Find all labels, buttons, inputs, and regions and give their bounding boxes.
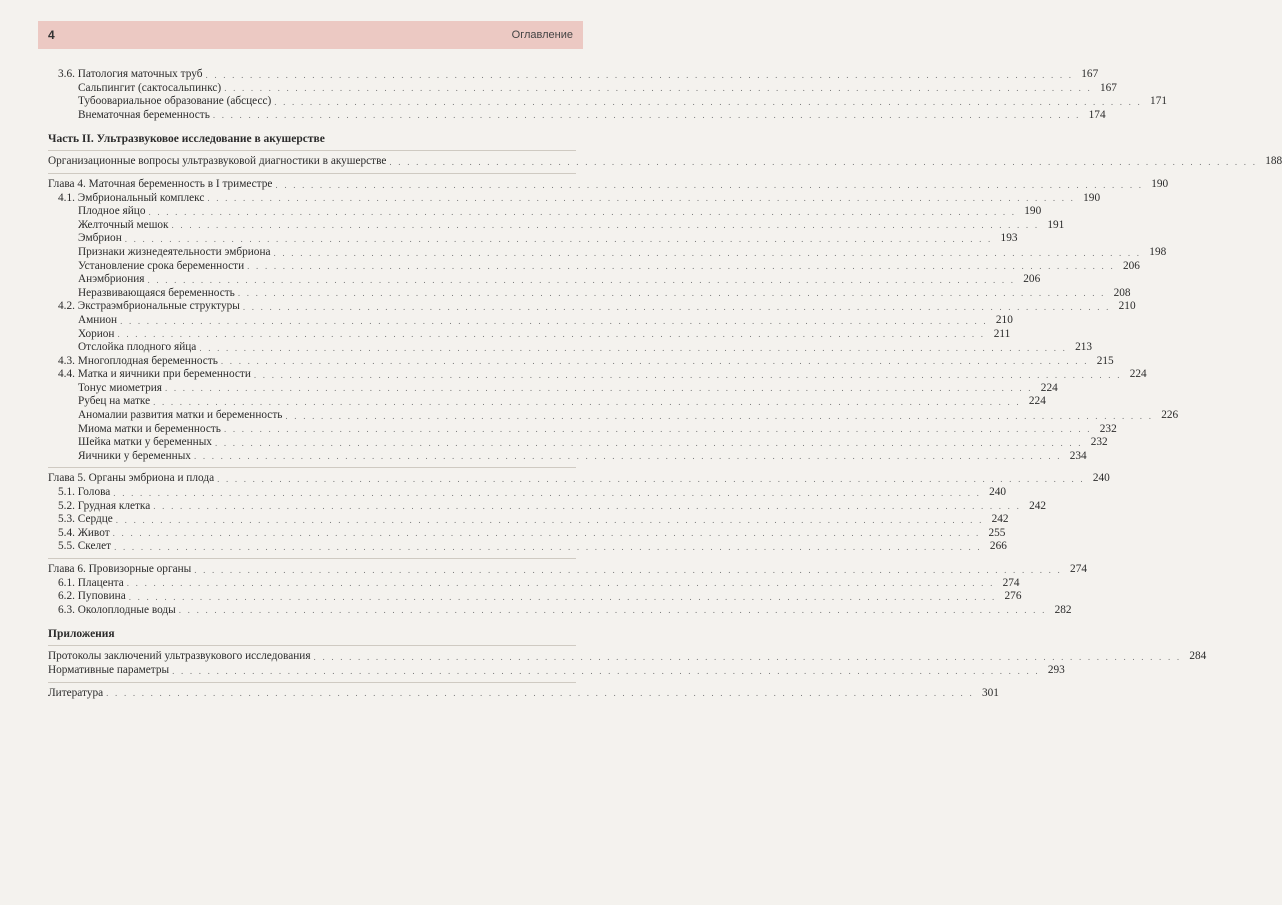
toc-entry: Эмбрион . . . . . . . . . . . . . . . . . . . . . . . . . . . . . . . . . . . . . . . . . . . . . . . . . . . . . . . . . . . . . . . . . . . . . . . . . . . . . . . . . . . . . . . . . . . . . . . . . . 193: [78, 232, 1018, 245]
dot-leader: . . . . . . . . . . . . . . . . . . . . . . . . . . . . . . . . . . . . . . . . . . . . . . . . . . . . . . . . . . . . . . . . . . . . . . . . . . . . . . . . . . . . . . . . . . . . . . . . . .: [193, 451, 1062, 462]
toc-entry: 6.2. Пуповина . . . . . . . . . . . . . . . . . . . . . . . . . . . . . . . . . . . . . . . . . . . . . . . . . . . . . . . . . . . . . . . . . . . . . . . . . . . . . . . . . . . . . . . . . . . . . . . . . . 276: [58, 590, 1022, 603]
toc-entry: Плодное яйцо . . . . . . . . . . . . . . . . . . . . . . . . . . . . . . . . . . . . . . . . . . . . . . . . . . . . . . . . . . . . . . . . . . . . . . . . . . . . . . . . . . . . . . . . . . . . . . . . . . 190: [78, 205, 1042, 218]
part-heading: Часть II. Ультразвуковое исследование в акушерстве: [48, 133, 325, 146]
dot-leader: . . . . . . . . . . . . . . . . . . . . . . . . . . . . . . . . . . . . . . . . . . . . . . . . . . . . . . . . . . . . . . . . . . . . . . . . . . . . . . . . . . . . . . . . . . . . . . . . . .: [199, 342, 1068, 353]
toc-entry: Желточный мешок . . . . . . . . . . . . . . . . . . . . . . . . . . . . . . . . . . . . . . . . . . . . . . . . . . . . . . . . . . . . . . . . . . . . . . . . . . . . . . . . . . . . . . . . . . . . . . . . . . 191: [78, 218, 1065, 231]
divider: [48, 682, 576, 683]
toc-entry: Сальпингит (сактосальпинкс) . . . . . . . . . . . . . . . . . . . . . . . . . . . . . . . . . . . . . . . . . . . . . . . . . . . . . . . . . . . . . . . . . . . . . . . . . . . . . . . . . . . . . . . . . . . . . . . . . . 167: [78, 81, 1117, 94]
table-of-contents: [48, 68, 1282, 700]
dot-leader: . . . . . . . . . . . . . . . . . . . . . . . . . . . . . . . . . . . . . . . . . . . . . . . . . . . . . . . . . . . . . . . . . . . . . . . . . . . . . . . . . . . . . . . . . . . . . . . . . .: [112, 528, 981, 539]
dot-leader: . . . . . . . . . . . . . . . . . . . . . . . . . . . . . . . . . . . . . . . . . . . . . . . . . . . . . . . . . . . . . . . . . . . . . . . . . . . . . . . . . . . . . . . . . . . . . . . . . .: [178, 605, 1047, 616]
toc-entry: Неразвивающаяся беременность . . . . . . . . . . . . . . . . . . . . . . . . . . . . . . . . . . . . . . . . . . . . . . . . . . . . . . . . . . . . . . . . . . . . . . . . . . . . . . . . . . . . . . . . . . . . . . . . . . 208: [78, 286, 1131, 299]
divider: [48, 645, 576, 646]
dot-leader: . . . . . . . . . . . . . . . . . . . . . . . . . . . . . . . . . . . . . . . . . . . . . . . . . . . . . . . . . . . . . . . . . . . . . . . . . . . . . . . . . . . . . . . . . . . . . . . . . .: [389, 156, 1258, 167]
toc-entry: Тубоовариальное образование (абсцесс) . . . . . . . . . . . . . . . . . . . . . . . . . . . . . . . . . . . . . . . . . . . . . . . . . . . . . . . . . . . . . . . . . . . . . . . . . . . . . . . . . . . . . . . . . . . . . . . . . . 171: [78, 95, 1167, 108]
toc-entry: Анэмбриония . . . . . . . . . . . . . . . . . . . . . . . . . . . . . . . . . . . . . . . . . . . . . . . . . . . . . . . . . . . . . . . . . . . . . . . . . . . . . . . . . . . . . . . . . . . . . . . . . . 206: [78, 273, 1041, 286]
dot-leader: . . . . . . . . . . . . . . . . . . . . . . . . . . . . . . . . . . . . . . . . . . . . . . . . . . . . . . . . . . . . . . . . . . . . . . . . . . . . . . . . . . . . . . . . . . . . . . . . . .: [207, 193, 1076, 204]
toc-entry: 6.1. Плацента . . . . . . . . . . . . . . . . . . . . . . . . . . . . . . . . . . . . . . . . . . . . . . . . . . . . . . . . . . . . . . . . . . . . . . . . . . . . . . . . . . . . . . . . . . . . . . . . . . 274: [58, 576, 1020, 589]
toc-entry: 3.6. Патология маточных труб . . . . . . . . . . . . . . . . . . . . . . . . . . . . . . . . . . . . . . . . . . . . . . . . . . . . . . . . . . . . . . . . . . . . . . . . . . . . . . . . . . . . . . . . . . . . . . . . . . 167: [58, 68, 1099, 80]
dot-leader: . . . . . . . . . . . . . . . . . . . . . . . . . . . . . . . . . . . . . . . . . . . . . . . . . . . . . . . . . . . . . . . . . . . . . . . . . . . . . . . . . . . . . . . . . . . . . . . . . .: [247, 261, 1115, 272]
toc-entry: 4.2. Экстраэмбриональные структуры . . . . . . . . . . . . . . . . . . . . . . . . . . . . . . . . . . . . . . . . . . . . . . . . . . . . . . . . . . . . . . . . . . . . . . . . . . . . . . . . . . . . . . . . . . . . . . . . . . 210: [58, 300, 1136, 313]
dot-leader: . . . . . . . . . . . . . . . . . . . . . . . . . . . . . . . . . . . . . . . . . . . . . . . . . . . . . . . . . . . . . . . . . . . . . . . . . . . . . . . . . . . . . . . . . . . . . . . . . .: [147, 274, 1016, 285]
toc-entry: Аномалии развития матки и беременность . . . . . . . . . . . . . . . . . . . . . . . . . . . . . . . . . . . . . . . . . . . . . . . . . . . . . . . . . . . . . . . . . . . . . . . . . . . . . . . . . . . . . . . . . . . . . . . . . . 226: [78, 409, 1179, 422]
dot-leader: . . . . . . . . . . . . . . . . . . . . . . . . . . . . . . . . . . . . . . . . . . . . . . . . . . . . . . . . . . . . . . . . . . . . . . . . . . . . . . . . . . . . . . . . . . . . . . . . . .: [242, 301, 1111, 312]
toc-entry: Протоколы заключений ультразвукового исследования . . . . . . . . . . . . . . . . . . . . . . . . . . . . . . . . . . . . . . . . . . . . . . . . . . . . . . . . . . . . . . . . . . . . . . . . . . . . . . . . . . . . . . . . . . . . . . . . . . 284: [48, 650, 1207, 663]
toc-entry: Тонус миометрия . . . . . . . . . . . . . . . . . . . . . . . . . . . . . . . . . . . . . . . . . . . . . . . . . . . . . . . . . . . . . . . . . . . . . . . . . . . . . . . . . . . . . . . . . . . . . . . . . . 224: [78, 381, 1058, 394]
dot-leader: . . . . . . . . . . . . . . . . . . . . . . . . . . . . . . . . . . . . . . . . . . . . . . . . . . . . . . . . . . . . . . . . . . . . . . . . . . . . . . . . . . . . . . . . . . . . . . . . . .: [223, 424, 1092, 435]
dot-leader: . . . . . . . . . . . . . . . . . . . . . . . . . . . . . . . . . . . . . . . . . . . . . . . . . . . . . . . . . . . . . . . . . . . . . . . . . . . . . . . . . . . . . . . . . . . . . . . . . .: [217, 474, 1085, 485]
dot-leader: . . . . . . . . . . . . . . . . . . . . . . . . . . . . . . . . . . . . . . . . . . . . . . . . . . . . . . . . . . . . . . . . . . . . . . . . . . . . . . . . . . . . . . . . . . . . . . . . . .: [275, 179, 1144, 190]
dot-leader: . . . . . . . . . . . . . . . . . . . . . . . . . . . . . . . . . . . . . . . . . . . . . . . . . . . . . . . . . . . . . . . . . . . . . . . . . . . . . . . . . . . . . . . . . . . . . . . . . .: [115, 514, 984, 525]
toc-entry: 6.3. Околоплодные воды . . . . . . . . . . . . . . . . . . . . . . . . . . . . . . . . . . . . . . . . . . . . . . . . . . . . . . . . . . . . . . . . . . . . . . . . . . . . . . . . . . . . . . . . . . . . . . . . . . 282: [58, 603, 1072, 616]
dot-leader: . . . . . . . . . . . . . . . . . . . . . . . . . . . . . . . . . . . . . . . . . . . . . . . . . . . . . . . . . . . . . . . . . . . . . . . . . . . . . . . . . . . . . . . . . . . . . . . . . .: [114, 542, 982, 552]
toc-entry: Шейка матки у беременных . . . . . . . . . . . . . . . . . . . . . . . . . . . . . . . . . . . . . . . . . . . . . . . . . . . . . . . . . . . . . . . . . . . . . . . . . . . . . . . . . . . . . . . . . . . . . . . . . . 232: [78, 436, 1108, 449]
dot-leader: . . . . . . . . . . . . . . . . . . . . . . . . . . . . . . . . . . . . . . . . . . . . . . . . . . . . . . . . . . . . . . . . . . . . . . . . . . . . . . . . . . . . . . . . . . . . . . . . . .: [117, 329, 986, 340]
toc-entry: 5.3. Сердце . . . . . . . . . . . . . . . . . . . . . . . . . . . . . . . . . . . . . . . . . . . . . . . . . . . . . . . . . . . . . . . . . . . . . . . . . . . . . . . . . . . . . . . . . . . . . . . . . . 242: [58, 513, 1009, 526]
dot-leader: . . . . . . . . . . . . . . . . . . . . . . . . . . . . . . . . . . . . . . . . . . . . . . . . . . . . . . . . . . . . . . . . . . . . . . . . . . . . . . . . . . . . . . . . . . . . . . . . . .: [285, 410, 1154, 421]
toc-entry: Рубец на матке . . . . . . . . . . . . . . . . . . . . . . . . . . . . . . . . . . . . . . . . . . . . . . . . . . . . . . . . . . . . . . . . . . . . . . . . . . . . . . . . . . . . . . . . . . . . . . . . . . 224: [78, 395, 1046, 408]
running-head: Оглавление: [511, 29, 573, 41]
part-heading: Приложения: [48, 628, 115, 641]
toc-entry: Хорион . . . . . . . . . . . . . . . . . . . . . . . . . . . . . . . . . . . . . . . . . . . . . . . . . . . . . . . . . . . . . . . . . . . . . . . . . . . . . . . . . . . . . . . . . . . . . . . . . . 211: [78, 327, 1011, 340]
dot-leader: . . . . . . . . . . . . . . . . . . . . . . . . . . . . . . . . . . . . . . . . . . . . . . . . . . . . . . . . . . . . . . . . . . . . . . . . . . . . . . . . . . . . . . . . . . . . . . . . . .: [274, 96, 1142, 107]
dot-leader: . . . . . . . . . . . . . . . . . . . . . . . . . . . . . . . . . . . . . . . . . . . . . . . . . . . . . . . . . . . . . . . . . . . . . . . . . . . . . . . . . . . . . . . . . . . . . . . . . .: [120, 315, 988, 326]
toc-entry: Глава 6. Провизорные органы . . . . . . . . . . . . . . . . . . . . . . . . . . . . . . . . . . . . . . . . . . . . . . . . . . . . . . . . . . . . . . . . . . . . . . . . . . . . . . . . . . . . . . . . . . . . . . . . . . 274: [48, 563, 1087, 575]
dot-leader: . . . . . . . . . . . . . . . . . . . . . . . . . . . . . . . . . . . . . . . . . . . . . . . . . . . . . . . . . . . . . . . . . . . . . . . . . . . . . . . . . . . . . . . . . . . . . . . . . .: [153, 501, 1022, 512]
page-number: 4: [48, 28, 55, 42]
divider: [48, 173, 576, 174]
toc-entry: 4.4. Матка и яичники при беременности . . . . . . . . . . . . . . . . . . . . . . . . . . . . . . . . . . . . . . . . . . . . . . . . . . . . . . . . . . . . . . . . . . . . . . . . . . . . . . . . . . . . . . . . . . . . . . . . . . 224: [58, 368, 1147, 381]
toc-entry: Амнион . . . . . . . . . . . . . . . . . . . . . . . . . . . . . . . . . . . . . . . . . . . . . . . . . . . . . . . . . . . . . . . . . . . . . . . . . . . . . . . . . . . . . . . . . . . . . . . . . . 210: [78, 313, 1013, 326]
toc-entry: 5.5. Скелет . . . . . . . . . . . . . . . . . . . . . . . . . . . . . . . . . . . . . . . . . . . . . . . . . . . . . . . . . . . . . . . . . . . . . . . . . . . . . . . . . . . . . . . . . . . . . . . . . . 266: [58, 540, 1007, 553]
dot-leader: . . . . . . . . . . . . . . . . . . . . . . . . . . . . . . . . . . . . . . . . . . . . . . . . . . . . . . . . . . . . . . . . . . . . . . . . . . . . . . . . . . . . . . . . . . . . . . . . . .: [165, 383, 1033, 394]
dot-leader: . . . . . . . . . . . . . . . . . . . . . . . . . . . . . . . . . . . . . . . . . . . . . . . . . . . . . . . . . . . . . . . . . . . . . . . . . . . . . . . . . . . . . . . . . . . . . . . . . .: [220, 356, 1089, 367]
toc-entry: Миома матки и беременность . . . . . . . . . . . . . . . . . . . . . . . . . . . . . . . . . . . . . . . . . . . . . . . . . . . . . . . . . . . . . . . . . . . . . . . . . . . . . . . . . . . . . . . . . . . . . . . . . . 232: [78, 422, 1117, 435]
dot-leader: . . . . . . . . . . . . . . . . . . . . . . . . . . . . . . . . . . . . . . . . . . . . . . . . . . . . . . . . . . . . . . . . . . . . . . . . . . . . . . . . . . . . . . . . . . . . . . . . . .: [214, 437, 1083, 448]
toc-entry: Организационные вопросы ультразвуковой диагностики в акушерстве . . . . . . . . . . . . . . . . . . . . . . . . . . . . . . . . . . . . . . . . . . . . . . . . . . . . . . . . . . . . . . . . . . . . . . . . . . . . . . . . . . . . . . . . . . . . . . . . . . 188: [48, 155, 1282, 168]
dot-leader: . . . . . . . . . . . . . . . . . . . . . . . . . . . . . . . . . . . . . . . . . . . . . . . . . . . . . . . . . . . . . . . . . . . . . . . . . . . . . . . . . . . . . . . . . . . . . . . . . .: [128, 591, 997, 602]
dot-leader: . . . . . . . . . . . . . . . . . . . . . . . . . . . . . . . . . . . . . . . . . . . . . . . . . . . . . . . . . . . . . . . . . . . . . . . . . . . . . . . . . . . . . . . . . . . . . . . . . .: [313, 651, 1182, 662]
toc-entry: Нормативные параметры . . . . . . . . . . . . . . . . . . . . . . . . . . . . . . . . . . . . . . . . . . . . . . . . . . . . . . . . . . . . . . . . . . . . . . . . . . . . . . . . . . . . . . . . . . . . . . . . . . 293: [48, 663, 1065, 676]
dot-leader: . . . . . . . . . . . . . . . . . . . . . . . . . . . . . . . . . . . . . . . . . . . . . . . . . . . . . . . . . . . . . . . . . . . . . . . . . . . . . . . . . . . . . . . . . . . . . . . . . .: [126, 578, 995, 589]
dot-leader: . . . . . . . . . . . . . . . . . . . . . . . . . . . . . . . . . . . . . . . . . . . . . . . . . . . . . . . . . . . . . . . . . . . . . . . . . . . . . . . . . . . . . . . . . . . . . . . . . .: [172, 665, 1040, 676]
dot-leader: . . . . . . . . . . . . . . . . . . . . . . . . . . . . . . . . . . . . . . . . . . . . . . . . . . . . . . . . . . . . . . . . . . . . . . . . . . . . . . . . . . . . . . . . . . . . . . . . . .: [113, 487, 982, 498]
dot-leader: . . . . . . . . . . . . . . . . . . . . . . . . . . . . . . . . . . . . . . . . . . . . . . . . . . . . . . . . . . . . . . . . . . . . . . . . . . . . . . . . . . . . . . . . . . . . . . . . . .: [224, 83, 1092, 94]
dot-leader: . . . . . . . . . . . . . . . . . . . . . . . . . . . . . . . . . . . . . . . . . . . . . . . . . . . . . . . . . . . . . . . . . . . . . . . . . . . . . . . . . . . . . . . . . . . . . . . . . .: [205, 69, 1074, 80]
dot-leader: . . . . . . . . . . . . . . . . . . . . . . . . . . . . . . . . . . . . . . . . . . . . . . . . . . . . . . . . . . . . . . . . . . . . . . . . . . . . . . . . . . . . . . . . . . . . . . . . . .: [171, 220, 1040, 231]
dot-leader: . . . . . . . . . . . . . . . . . . . . . . . . . . . . . . . . . . . . . . . . . . . . . . . . . . . . . . . . . . . . . . . . . . . . . . . . . . . . . . . . . . . . . . . . . . . . . . . . . .: [194, 564, 1062, 575]
dot-leader: . . . . . . . . . . . . . . . . . . . . . . . . . . . . . . . . . . . . . . . . . . . . . . . . . . . . . . . . . . . . . . . . . . . . . . . . . . . . . . . . . . . . . . . . . . . . . . . . . .: [124, 233, 993, 244]
toc-entry: Установление срока беременности . . . . . . . . . . . . . . . . . . . . . . . . . . . . . . . . . . . . . . . . . . . . . . . . . . . . . . . . . . . . . . . . . . . . . . . . . . . . . . . . . . . . . . . . . . . . . . . . . . 206: [78, 259, 1140, 272]
divider: [48, 558, 576, 559]
toc-entry: 5.2. Грудная клетка . . . . . . . . . . . . . . . . . . . . . . . . . . . . . . . . . . . . . . . . . . . . . . . . . . . . . . . . . . . . . . . . . . . . . . . . . . . . . . . . . . . . . . . . . . . . . . . . . . 242: [58, 499, 1047, 512]
page-header: [38, 21, 583, 49]
toc-entry: 4.1. Эмбриональный комплекс . . . . . . . . . . . . . . . . . . . . . . . . . . . . . . . . . . . . . . . . . . . . . . . . . . . . . . . . . . . . . . . . . . . . . . . . . . . . . . . . . . . . . . . . . . . . . . . . . . 190: [58, 191, 1101, 204]
dot-leader: . . . . . . . . . . . . . . . . . . . . . . . . . . . . . . . . . . . . . . . . . . . . . . . . . . . . . . . . . . . . . . . . . . . . . . . . . . . . . . . . . . . . . . . . . . . . . . . . . .: [237, 288, 1106, 299]
divider: [48, 150, 576, 151]
dot-leader: . . . . . . . . . . . . . . . . . . . . . . . . . . . . . . . . . . . . . . . . . . . . . . . . . . . . . . . . . . . . . . . . . . . . . . . . . . . . . . . . . . . . . . . . . . . . . . . . . .: [212, 110, 1081, 121]
dot-leader: . . . . . . . . . . . . . . . . . . . . . . . . . . . . . . . . . . . . . . . . . . . . . . . . . . . . . . . . . . . . . . . . . . . . . . . . . . . . . . . . . . . . . . . . . . . . . . . . . .: [148, 206, 1017, 217]
toc-entry: Глава 5. Органы эмбриона и плода . . . . . . . . . . . . . . . . . . . . . . . . . . . . . . . . . . . . . . . . . . . . . . . . . . . . . . . . . . . . . . . . . . . . . . . . . . . . . . . . . . . . . . . . . . . . . . . . . . 240: [48, 472, 1110, 485]
toc-entry: Яичники у беременных . . . . . . . . . . . . . . . . . . . . . . . . . . . . . . . . . . . . . . . . . . . . . . . . . . . . . . . . . . . . . . . . . . . . . . . . . . . . . . . . . . . . . . . . . . . . . . . . . . 234: [78, 449, 1087, 462]
toc-entry: Внематочная беременность . . . . . . . . . . . . . . . . . . . . . . . . . . . . . . . . . . . . . . . . . . . . . . . . . . . . . . . . . . . . . . . . . . . . . . . . . . . . . . . . . . . . . . . . . . . . . . . . . . 174: [78, 108, 1106, 121]
divider: [48, 467, 576, 468]
toc-entry: Признаки жизнедеятельности эмбриона . . . . . . . . . . . . . . . . . . . . . . . . . . . . . . . . . . . . . . . . . . . . . . . . . . . . . . . . . . . . . . . . . . . . . . . . . . . . . . . . . . . . . . . . . . . . . . . . . . 198: [78, 245, 1167, 258]
toc-entry: Отслойка плодного яйца . . . . . . . . . . . . . . . . . . . . . . . . . . . . . . . . . . . . . . . . . . . . . . . . . . . . . . . . . . . . . . . . . . . . . . . . . . . . . . . . . . . . . . . . . . . . . . . . . . 213: [78, 341, 1093, 354]
toc-entry: Глава 4. Маточная беременность в I триместре . . . . . . . . . . . . . . . . . . . . . . . . . . . . . . . . . . . . . . . . . . . . . . . . . . . . . . . . . . . . . . . . . . . . . . . . . . . . . . . . . . . . . . . . . . . . . . . . . . 190: [48, 177, 1169, 190]
toc-entry: Литература . . . . . . . . . . . . . . . . . . . . . . . . . . . . . . . . . . . . . . . . . . . . . . . . . . . . . . . . . . . . . . . . . . . . . . . . . . . . . . . . . . . . . . . . . . . . . . . . . . 301: [48, 686, 999, 699]
toc-entry: 5.1. Голова . . . . . . . . . . . . . . . . . . . . . . . . . . . . . . . . . . . . . . . . . . . . . . . . . . . . . . . . . . . . . . . . . . . . . . . . . . . . . . . . . . . . . . . . . . . . . . . . . . 240: [58, 486, 1007, 499]
dot-leader: . . . . . . . . . . . . . . . . . . . . . . . . . . . . . . . . . . . . . . . . . . . . . . . . . . . . . . . . . . . . . . . . . . . . . . . . . . . . . . . . . . . . . . . . . . . . . . . . . .: [273, 247, 1142, 258]
dot-leader: . . . . . . . . . . . . . . . . . . . . . . . . . . . . . . . . . . . . . . . . . . . . . . . . . . . . . . . . . . . . . . . . . . . . . . . . . . . . . . . . . . . . . . . . . . . . . . . . . .: [106, 688, 974, 699]
dot-leader: . . . . . . . . . . . . . . . . . . . . . . . . . . . . . . . . . . . . . . . . . . . . . . . . . . . . . . . . . . . . . . . . . . . . . . . . . . . . . . . . . . . . . . . . . . . . . . . . . .: [253, 369, 1122, 380]
toc-entry: 5.4. Живот . . . . . . . . . . . . . . . . . . . . . . . . . . . . . . . . . . . . . . . . . . . . . . . . . . . . . . . . . . . . . . . . . . . . . . . . . . . . . . . . . . . . . . . . . . . . . . . . . . 255: [58, 526, 1006, 539]
dot-leader: . . . . . . . . . . . . . . . . . . . . . . . . . . . . . . . . . . . . . . . . . . . . . . . . . . . . . . . . . . . . . . . . . . . . . . . . . . . . . . . . . . . . . . . . . . . . . . . . . .: [153, 397, 1021, 408]
toc-entry: 4.3. Многоплодная беременность . . . . . . . . . . . . . . . . . . . . . . . . . . . . . . . . . . . . . . . . . . . . . . . . . . . . . . . . . . . . . . . . . . . . . . . . . . . . . . . . . . . . . . . . . . . . . . . . . . 215: [58, 354, 1114, 367]
